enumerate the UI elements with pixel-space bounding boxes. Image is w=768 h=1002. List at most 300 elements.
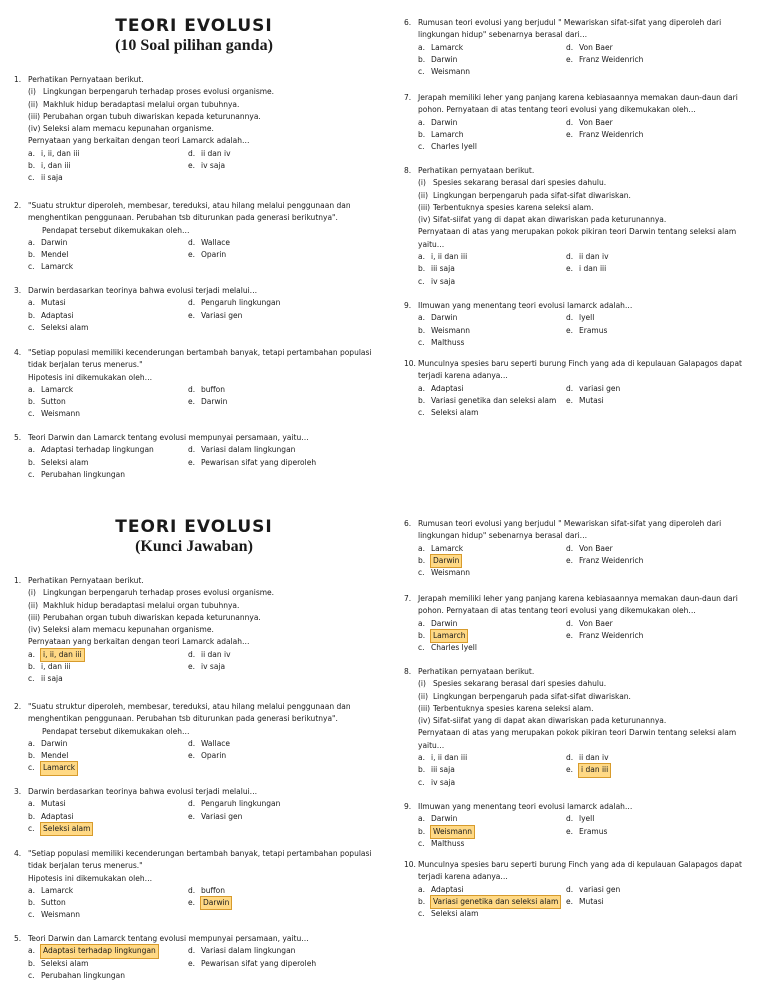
question-4 [14,848,374,922]
option-text: Von Baer [579,543,613,553]
option-letter: e. [566,630,573,640]
answer-option[interactable] [566,618,760,630]
answer-options [14,798,374,835]
option-text: Darwin [431,814,458,824]
statement-text: Seleksi alam memacu kepunahan organisme. [43,124,214,134]
answer-option[interactable] [418,813,566,825]
option-text: Lamarch [431,129,464,139]
answer-option[interactable] [188,384,374,396]
answer-option[interactable] [566,42,760,54]
statement-item [404,715,760,727]
statement-numeral: (i) [28,588,36,598]
statement-item [404,691,760,703]
answer-option[interactable] [188,148,374,160]
question-5 [14,432,374,481]
option-letter: b. [418,555,426,565]
option-letter: a. [418,313,425,323]
sheet-title: TEORI EVOLUSI [115,517,273,537]
answer-option-correct[interactable] [418,630,566,642]
question-4 [14,347,374,421]
question-9 [404,300,760,349]
answer-options [404,251,760,288]
question-text [418,801,760,813]
answer-option[interactable] [188,297,374,309]
answer-option[interactable] [28,297,188,309]
answer-option[interactable] [418,117,566,129]
option-letter: e. [188,310,195,320]
question-7 [404,593,760,654]
answer-options [404,884,760,921]
option-letter: b. [418,54,426,64]
answer-option[interactable] [418,312,566,324]
option-text: i, ii, dan iii [41,148,80,158]
statement-numeral: (iv) [418,716,431,726]
option-letter: d. [188,649,196,659]
question-line: Darwin berdasarkan teorinya bahwa evolusi terjadi melalui… [28,286,258,295]
statement-item [14,99,374,111]
question-text [28,786,374,798]
statement-numeral: (iii) [418,703,431,713]
option-text: i, dan iii [41,161,71,171]
answer-option[interactable] [418,752,566,764]
option-letter: c. [28,674,35,684]
option-text: Mutasi [41,799,66,809]
answer-option[interactable] [418,325,566,337]
answer-option[interactable] [418,251,566,263]
answer-option-correct[interactable] [418,896,566,908]
question-1 [14,74,374,185]
statement-numeral: (ii) [28,99,39,109]
option-letter: e. [566,129,573,139]
question-stem [14,848,374,885]
option-letter: e. [566,555,573,565]
answer-option[interactable] [566,129,760,141]
option-letter: b. [28,310,36,320]
answer-options [14,649,374,686]
option-text: Eramus [579,826,608,836]
question-stem [14,701,374,726]
question-line: Rumusan teori evolusi yang berjudul " Mewariskan sifat-sifat yang diperoleh dari lingkungan hidup" sebenarnya berasal dari… [418,18,722,40]
statement-text: Sifat-siifat yang di dapat akan diwariskan pada keturunannya. [433,215,667,225]
statement-numeral: (iii) [418,202,431,212]
option-text: Charles lyell [431,643,477,653]
answer-option[interactable] [418,42,566,54]
option-text: Lamarck [41,762,77,774]
question-stem [404,859,760,884]
answer-option[interactable] [418,383,566,395]
answer-option[interactable] [418,129,566,141]
answer-option[interactable] [28,909,188,921]
answer-option[interactable] [28,249,188,261]
answer-options [404,618,760,655]
answer-option[interactable] [418,263,566,275]
option-text: Darwin [431,618,458,628]
answer-option-correct[interactable] [28,762,188,774]
option-text: Mutasi [579,896,604,906]
option-text: Charles lyell [431,142,477,152]
option-letter: e. [188,250,195,260]
option-text: i dan iii [579,264,607,274]
question-stem [14,432,374,444]
answer-option[interactable] [188,750,374,762]
answer-option[interactable] [28,160,188,172]
question-number: 3. [14,787,22,796]
option-letter: e. [566,896,573,906]
answer-option[interactable] [566,813,760,825]
answer-option[interactable] [418,777,566,789]
option-letter: d. [188,799,196,809]
question-stem [404,358,760,383]
answer-option-correct[interactable] [566,764,760,776]
option-letter: d. [188,445,196,455]
answer-option[interactable] [188,444,374,456]
answer-option[interactable] [188,249,374,261]
option-letter: a. [28,384,35,394]
option-letter: a. [418,753,425,763]
option-letter: a. [418,383,425,393]
statement-numeral: (ii) [418,190,429,200]
answer-option[interactable] [188,945,374,957]
option-text: Pengaruh lingkungan [201,799,281,809]
question-prompt: Pendapat tersebut dikemukakan oleh… [42,726,190,736]
question-number: 6. [404,519,412,528]
answer-option[interactable] [28,738,188,750]
option-letter: c. [28,409,35,419]
option-text: Mendel [41,250,69,260]
option-text: Malthuss [431,337,465,347]
question-number: 5. [14,433,22,442]
option-letter: d. [188,946,196,956]
question-prompt: Pernyataan di atas yang merupakan pokok pikiran teori Darwin tentang seleksi alam yaitu… [418,227,737,249]
answer-option[interactable] [28,237,188,249]
statement-text: Seleksi alam memacu kepunahan organisme. [43,625,214,635]
left-column [14,501,374,980]
answer-option[interactable] [418,276,566,288]
answer-option[interactable] [28,673,188,685]
option-letter: b. [28,662,36,672]
option-text: Variasi genetika dan seleksi alam [431,395,557,405]
option-letter: b. [28,161,36,171]
option-letter: b. [418,129,426,139]
answer-option[interactable] [418,54,566,66]
answer-option-correct[interactable] [28,823,188,835]
answer-option[interactable] [188,811,374,823]
option-letter: b. [28,811,36,821]
question-number: 10. [404,860,416,869]
answer-option[interactable] [28,750,188,762]
question-prompt: Pendapat tersebut dikemukakan oleh… [42,225,190,235]
question-number: 4. [14,849,22,858]
statement-text: Lingkungan berpengaruh terhadap proses evolusi organisme. [43,87,275,97]
statement-item [404,678,760,690]
option-text: ii dan iv [201,649,231,659]
answer-option-correct[interactable] [418,826,566,838]
question-line: Munculnya spesies baru seperti burung Finch yang ada di kepulauan Galapagos dapat terjadi karena adanya… [418,359,742,381]
option-text: Franz Weidenrich [579,129,644,139]
option-text: Variasi dalam lingkungan [201,445,296,455]
option-text: Wallace [201,738,231,748]
option-letter: a. [418,814,425,824]
option-letter: b. [28,751,36,761]
answer-options [14,738,374,775]
option-text: Franz Weidenrich [579,630,644,640]
answer-option[interactable] [28,897,188,909]
statement-item [404,202,760,214]
question-text [28,432,374,444]
answer-options [14,885,374,922]
answer-option[interactable] [28,798,188,810]
option-text: ii dan iv [201,148,231,158]
option-letter: c. [28,173,35,183]
question-stem [404,300,760,312]
question-3 [14,786,374,835]
option-letter: e. [566,325,573,335]
answer-options [14,945,374,982]
answer-option[interactable] [28,970,188,982]
answer-option[interactable] [188,649,374,661]
answer-option[interactable] [566,395,760,407]
answer-option[interactable] [418,543,566,555]
answer-options [404,383,760,420]
answer-option[interactable] [418,884,566,896]
statement-item [14,587,374,599]
answer-option[interactable] [418,642,566,654]
option-letter: a. [28,298,35,308]
answer-option[interactable] [418,567,566,579]
answer-option[interactable] [28,444,188,456]
option-letter: d. [188,384,196,394]
answer-option[interactable] [566,383,760,395]
statement-text: Makhluk hidup beradaptasi melalui organ tubuhnya. [43,99,240,109]
question-line: Perhatikan pernyataan berikut. [418,166,535,175]
question-number: 8. [404,667,412,676]
option-text: Adaptasi terhadap lingkungan [41,945,158,957]
question-line: Darwin berdasarkan teorinya bahwa evolusi terjadi melalui… [28,787,258,796]
answer-option[interactable] [418,395,566,407]
option-text: Darwin [431,555,461,567]
option-letter: b. [418,325,426,335]
answer-option[interactable] [566,896,760,908]
answer-option[interactable] [566,325,760,337]
option-text: Lamarck [41,885,74,895]
question-line: Ilmuwan yang menentang teori evolusi lamarck adalah… [418,301,633,310]
statement-numeral: (iv) [418,215,431,225]
answer-option[interactable] [566,884,760,896]
option-text: iii saja [431,765,455,775]
answer-option[interactable] [28,457,188,469]
answer-option[interactable] [28,261,188,273]
option-text: Oparin [201,751,227,761]
statement-numeral: (iii) [28,612,41,622]
question-line: "Setiap populasi memiliki kecenderungan bertambah banyak, tetapi pertambahan populasi tidak berjalan terus menerus." [28,849,372,871]
answer-option[interactable] [28,172,188,184]
option-letter: e. [188,898,195,908]
option-letter: e. [566,54,573,64]
option-letter: b. [418,826,426,836]
answer-option[interactable] [418,337,566,349]
question-number: 5. [14,934,22,943]
question-number: 10. [404,359,416,368]
statement-numeral: (ii) [28,600,39,610]
answer-option[interactable] [566,543,760,555]
statement-numeral: (i) [28,87,36,97]
option-text: i, dan iii [41,662,71,672]
answer-option[interactable] [566,251,760,263]
question-text [418,358,760,383]
statement-text: Sifat-siifat yang di dapat akan diwariskan pada keturunannya. [433,716,667,726]
option-text: iv saja [201,161,226,171]
answer-option[interactable] [28,322,188,334]
option-letter: b. [418,765,426,775]
answer-option[interactable] [28,811,188,823]
answer-option[interactable] [188,396,374,408]
option-letter: c. [28,469,35,479]
answer-option[interactable] [28,148,188,160]
statement-item [404,703,760,715]
answer-option[interactable] [188,958,374,970]
option-text: Seleksi alam [41,322,89,332]
statement-item [404,190,760,202]
option-text: Darwin [201,897,231,909]
option-text: Wallace [201,237,231,247]
option-text: Perubahan lingkungan [41,469,125,479]
option-text: Pewarisan sifat yang diperoleh [201,958,317,968]
answer-option[interactable] [418,838,566,850]
statement-numeral: (i) [418,178,426,188]
answer-option[interactable] [188,738,374,750]
option-text: Franz Weidenrich [579,54,644,64]
answer-option[interactable] [28,310,188,322]
answer-option[interactable] [566,826,760,838]
option-letter: a. [28,649,35,659]
statement-item [404,177,760,189]
answer-option-correct[interactable] [188,897,374,909]
question-text [28,347,374,384]
statement-item [14,123,374,135]
option-text: Oparin [201,250,227,260]
answer-option[interactable] [188,160,374,172]
question-text [418,593,760,618]
question-line: Jerapah memiliki leher yang panjang karena kebiasaannya memakan daun-daun dari pohon. Pernyataan di atas tentang teori evolusi yang dikemukakan oleh… [418,594,738,616]
answer-option[interactable] [28,396,188,408]
answer-options [14,297,374,334]
option-text: Von Baer [579,618,613,628]
answer-option[interactable] [188,661,374,673]
option-text: ii dan iv [579,252,609,262]
option-letter: b. [418,264,426,274]
option-text: Weismann [431,67,470,77]
option-text: i, ii dan iii [431,252,468,262]
answer-option[interactable] [566,312,760,324]
option-text: Lamarck [41,262,74,272]
statement-text: Terbentuknya spesies karena seleksi alam. [433,202,594,212]
question-number: 2. [14,702,22,711]
answer-option[interactable] [418,764,566,776]
answer-option[interactable] [28,885,188,897]
answer-option[interactable] [566,555,760,567]
answer-option[interactable] [566,263,760,275]
question-prompt: Pernyataan di atas yang merupakan pokok pikiran teori Darwin tentang seleksi alam yaitu… [418,728,737,750]
option-text: variasi gen [579,884,621,894]
option-text: iv saja [431,276,456,286]
statement-numeral: (i) [418,679,426,689]
answer-option[interactable] [418,407,566,419]
option-letter: a. [418,117,425,127]
statement-text: Perubahan organ tubuh diwariskan kepada keturunannya. [43,111,261,121]
option-text: iv saja [431,777,456,787]
answer-option[interactable] [28,958,188,970]
option-text: Mutasi [41,298,66,308]
option-letter: c. [28,763,35,773]
answer-option[interactable] [188,457,374,469]
option-letter: e. [188,958,195,968]
option-letter: d. [566,383,574,393]
question-2 [14,200,374,274]
option-letter: e. [188,457,195,467]
question-stem [14,74,374,86]
option-text: Von Baer [579,117,613,127]
option-letter: d. [566,252,574,262]
answer-option[interactable] [566,54,760,66]
answer-option[interactable] [418,66,566,78]
answer-options [404,312,760,349]
option-text: variasi gen [579,383,621,393]
option-text: Variasi genetika dan seleksi alam [431,896,560,908]
answer-option-correct[interactable] [28,945,188,957]
answer-option[interactable] [28,384,188,396]
sheet-header [14,16,374,56]
question-stem [14,200,374,225]
option-letter: a. [28,885,35,895]
answer-option-correct[interactable] [28,649,188,661]
answer-option[interactable] [188,310,374,322]
question-text [418,859,760,884]
question-number: 6. [404,18,412,27]
answer-option[interactable] [28,469,188,481]
question-stem [14,575,374,587]
sheet-subtitle: (10 Soal pilihan ganda) [115,37,273,54]
answer-options [14,148,374,185]
answer-option[interactable] [418,141,566,153]
option-text: Franz Weidenrich [579,555,644,565]
answer-option[interactable] [188,798,374,810]
answer-option[interactable] [566,752,760,764]
question-stem [404,17,760,42]
option-letter: b. [28,457,36,467]
question-text [418,17,760,42]
statement-text: Makhluk hidup beradaptasi melalui organ tubuhnya. [43,600,240,610]
answer-option-correct[interactable] [418,555,566,567]
sheet-title: TEORI EVOLUSI [115,16,273,36]
answer-option[interactable] [418,618,566,630]
answer-option[interactable] [28,408,188,420]
answer-option[interactable] [566,630,760,642]
answer-option[interactable] [28,661,188,673]
answer-option[interactable] [566,117,760,129]
option-letter: b. [28,250,36,260]
question-line: Teori Darwin dan Lamarck tentang evolusi mempunyai persamaan, yaitu… [28,433,309,442]
question-line: Perhatikan pernyataan berikut. [418,667,535,676]
answer-option[interactable] [188,237,374,249]
answer-option[interactable] [188,885,374,897]
option-letter: d. [566,313,574,323]
answer-option[interactable] [418,908,566,920]
question-5 [14,933,374,982]
option-letter: d. [566,543,574,553]
question-number: 7. [404,93,412,102]
question-stem [404,518,760,543]
option-letter: a. [418,543,425,553]
